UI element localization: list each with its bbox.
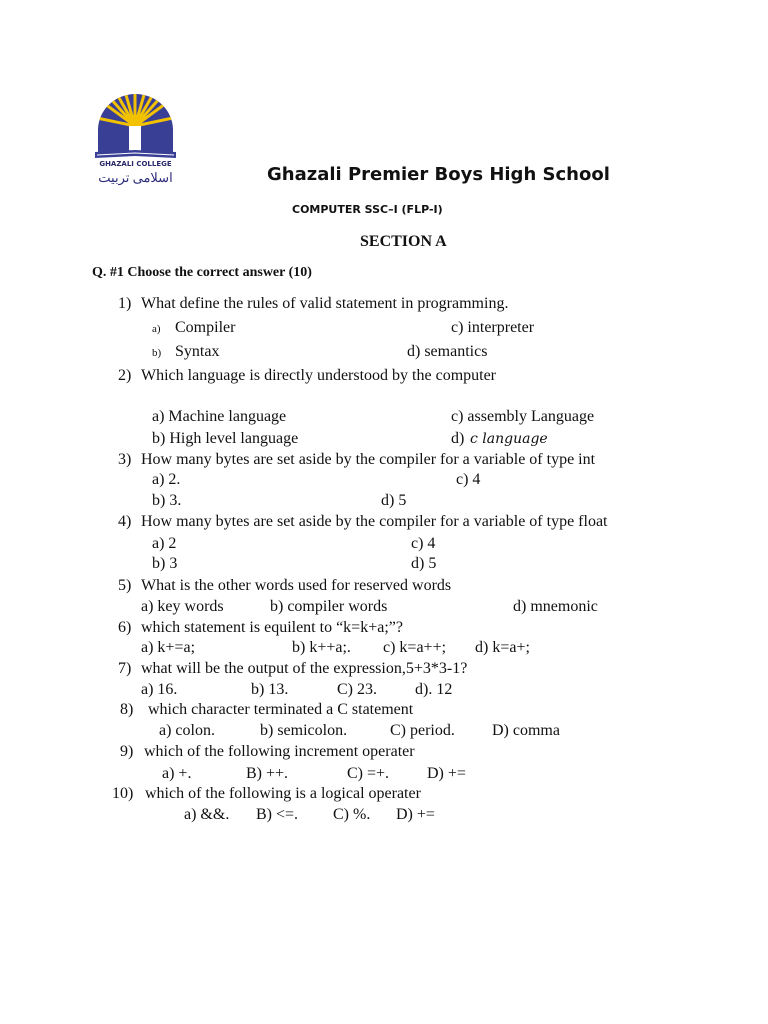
option-c: c) assembly Language [451, 408, 595, 425]
option-b: b) k++a;. [292, 639, 351, 656]
option-c: c) 4 [456, 471, 481, 488]
option-b: b) 3. [152, 492, 182, 509]
option-b-label: b) [152, 347, 162, 359]
option-a: Compiler [175, 319, 236, 336]
option-d: D) comma [492, 722, 560, 739]
option-b: B) <=. [256, 806, 299, 823]
question-text: What is the other words used for reserved words [141, 577, 452, 594]
option-c: c) interpreter [451, 319, 535, 336]
question-text: which character terminated a C statement [148, 701, 414, 718]
question-text: which of the following is a logical operater [145, 785, 421, 802]
question-text: what will be the output of the expression,5+3*3-1? [141, 660, 468, 677]
question-number: 6) [118, 619, 132, 636]
option-d-prefix: d) [451, 430, 465, 447]
logo-urdu-caption: اسلامی تربیت [98, 170, 173, 185]
question-text: How many bytes are set aside by the compiler for a variable of type float [141, 513, 608, 530]
option-d: d) mnemonic [513, 598, 598, 615]
option-c: c) 4 [411, 535, 436, 552]
option-c: c) k=a++; [383, 639, 447, 656]
option-b: b) 3 [152, 555, 178, 572]
question-number: 4) [118, 513, 132, 530]
option-a: a) 16. [141, 681, 178, 698]
question-number: 9) [120, 743, 134, 760]
option-a: a) Machine language [152, 408, 287, 425]
question-number: 5) [118, 577, 132, 594]
question-instruction: Q. #1 Choose the correct answer (10) [92, 265, 312, 280]
option-d: c language [470, 431, 548, 447]
option-d: d) k=a+; [475, 639, 530, 656]
question-number: 3) [118, 451, 132, 468]
question-number: 1) [118, 295, 132, 312]
option-c: C) %. [333, 806, 371, 823]
option-a: a) +. [162, 765, 192, 782]
option-c: C) 23. [337, 681, 377, 698]
question-number: 10) [112, 785, 134, 802]
question-number: 2) [118, 367, 132, 384]
school-logo [93, 92, 178, 190]
question-number: 8) [120, 701, 134, 718]
section-title: SECTION A [360, 233, 447, 250]
option-a: a) 2. [152, 471, 181, 488]
option-b: b) semicolon. [260, 722, 348, 739]
option-d: d) 5 [381, 492, 407, 509]
option-a: a) colon. [159, 722, 215, 739]
option-d: D) += [427, 765, 466, 782]
option-d: D) += [396, 806, 435, 823]
logo-caption: GHAZALI COLLEGE [99, 160, 172, 168]
option-a: a) key words [141, 598, 224, 615]
option-d: d) 5 [411, 555, 437, 572]
option-b: B) ++. [246, 765, 289, 782]
question-text: Which language is directly understood by the computer [141, 367, 497, 384]
option-d: d) semantics [407, 343, 488, 360]
option-a: a) &&. [184, 806, 230, 823]
question-text: which statement is equilent to “k=k+a;”? [141, 619, 403, 636]
question-text: which of the following increment operater [144, 743, 415, 760]
option-b: b) High level language [152, 430, 299, 447]
option-a-label: a) [152, 323, 161, 335]
option-b: Syntax [175, 343, 220, 360]
option-d: d). 12 [415, 681, 453, 698]
question-text: How many bytes are set aside by the compiler for a variable of type int [141, 451, 596, 468]
question-text: What define the rules of valid statement in programming. [141, 295, 509, 312]
option-b: b) compiler words [270, 598, 388, 615]
question-number: 7) [118, 660, 132, 677]
option-c: C) period. [390, 722, 455, 739]
school-name: Ghazali Premier Boys High School [267, 164, 610, 185]
subject-title: COMPUTER SSC–I (FLP-I) [292, 203, 443, 216]
option-a: a) 2 [152, 535, 177, 552]
option-b: b) 13. [251, 681, 289, 698]
option-c: C) =+. [347, 765, 390, 782]
option-a: a) k+=a; [141, 639, 196, 656]
